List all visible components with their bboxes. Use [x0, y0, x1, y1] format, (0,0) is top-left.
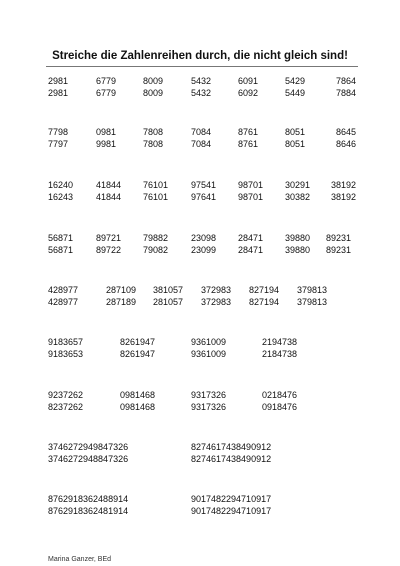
number-cell[interactable]: 9017482294710917	[191, 506, 272, 516]
number-cell[interactable]: 8761	[238, 127, 259, 137]
number-cell[interactable]: 79082	[143, 245, 169, 255]
number-cell[interactable]: 428977	[48, 285, 79, 295]
number-cell[interactable]: 8051	[285, 139, 306, 149]
number-cell[interactable]: 372983	[201, 285, 232, 295]
number-cell[interactable]: 381057	[153, 285, 184, 295]
number-cell[interactable]: 98701	[238, 180, 264, 190]
number-cell[interactable]: 56871	[48, 245, 74, 255]
number-cell[interactable]: 89231	[325, 245, 351, 255]
number-cell[interactable]: 9317326	[191, 390, 227, 400]
number-cell[interactable]: 16240	[48, 180, 74, 190]
number-cell[interactable]: 56871	[48, 233, 74, 243]
number-cell[interactable]: 0981468	[120, 402, 156, 412]
number-cell[interactable]: 41844	[96, 180, 122, 190]
number-cell[interactable]: 23099	[191, 245, 217, 255]
number-cell[interactable]: 7864	[335, 76, 356, 86]
number-cell[interactable]: 30382	[285, 192, 311, 202]
number-cell[interactable]: 7084	[191, 139, 212, 149]
number-cell[interactable]: 89231	[325, 233, 351, 243]
number-cell[interactable]: 8762918362488914	[48, 494, 129, 504]
number-cell[interactable]: 0981468	[120, 390, 156, 400]
number-cell[interactable]: 9183653	[48, 349, 84, 359]
number-cell[interactable]: 39880	[285, 233, 311, 243]
number-cell[interactable]: 5449	[285, 88, 306, 98]
number-cell[interactable]: 89721	[96, 233, 122, 243]
number-cell[interactable]: 3746272948847326	[48, 454, 129, 464]
number-cell[interactable]: 2194738	[262, 337, 298, 347]
number-cell[interactable]: 8645	[335, 127, 356, 137]
number-cell[interactable]: 9361009	[191, 337, 227, 347]
number-cell[interactable]: 0918476	[262, 402, 298, 412]
number-cell[interactable]: 39880	[285, 245, 311, 255]
number-cell[interactable]: 41844	[96, 192, 122, 202]
number-cell[interactable]: 76101	[143, 192, 169, 202]
number-cell[interactable]: 379813	[297, 285, 328, 295]
number-cell[interactable]: 287189	[106, 297, 137, 307]
number-cell[interactable]: 7798	[48, 127, 69, 137]
number-cell[interactable]: 8009	[143, 76, 164, 86]
number-cell[interactable]: 28471	[238, 245, 264, 255]
number-cell[interactable]: 5429	[285, 76, 306, 86]
number-cell[interactable]: 8237262	[48, 402, 84, 412]
worksheet-title: Streiche die Zahlenreihen durch, die nicht gleich sind!	[52, 50, 348, 62]
number-cell[interactable]: 38192	[330, 192, 356, 202]
number-cell[interactable]: 7084	[191, 127, 212, 137]
number-cell[interactable]: 30291	[285, 180, 311, 190]
number-cell[interactable]: 7808	[143, 139, 164, 149]
number-cell[interactable]: 98701	[238, 192, 264, 202]
number-cell[interactable]: 7797	[48, 139, 69, 149]
number-cell[interactable]: 3746272949847326	[48, 442, 129, 452]
number-cell[interactable]: 6779	[96, 76, 117, 86]
number-cell[interactable]: 8009	[143, 88, 164, 98]
number-cell[interactable]: 9361009	[191, 349, 227, 359]
number-cell[interactable]: 281057	[153, 297, 184, 307]
number-cell[interactable]: 28471	[238, 233, 264, 243]
number-cell[interactable]: 6091	[238, 76, 259, 86]
number-cell[interactable]: 5432	[191, 76, 212, 86]
number-cell[interactable]: 79882	[143, 233, 169, 243]
number-cell[interactable]: 38192	[330, 180, 356, 190]
number-cell[interactable]: 0218476	[262, 390, 298, 400]
number-cell[interactable]: 8274617438490912	[191, 454, 272, 464]
number-cell[interactable]: 2184738	[262, 349, 298, 359]
author-footer: Marina Ganzer, BEd	[48, 556, 112, 563]
number-cell[interactable]: 76101	[143, 180, 169, 190]
number-cell[interactable]: 8261947	[120, 337, 156, 347]
number-cell[interactable]: 8051	[285, 127, 306, 137]
number-cell[interactable]: 9017482294710917	[191, 494, 272, 504]
number-cell[interactable]: 379813	[297, 297, 328, 307]
number-cell[interactable]: 2981	[48, 76, 69, 86]
number-cell[interactable]: 428977	[48, 297, 79, 307]
number-cell[interactable]: 7884	[335, 88, 356, 98]
number-cell[interactable]: 9981	[96, 139, 117, 149]
number-cell[interactable]: 827194	[249, 297, 280, 307]
number-cell[interactable]: 9317326	[191, 402, 227, 412]
number-cell[interactable]: 8762918362481914	[48, 506, 129, 516]
number-cell[interactable]: 16243	[48, 192, 74, 202]
number-cell[interactable]: 8646	[335, 139, 356, 149]
number-cell[interactable]: 287109	[106, 285, 137, 295]
number-cell[interactable]: 8761	[238, 139, 259, 149]
number-cell[interactable]: 97641	[191, 192, 217, 202]
number-cell[interactable]: 9183657	[48, 337, 84, 347]
number-cell[interactable]: 372983	[201, 297, 232, 307]
number-cell[interactable]: 5432	[191, 88, 212, 98]
number-cell[interactable]: 827194	[249, 285, 280, 295]
number-cell[interactable]: 6092	[238, 88, 259, 98]
number-cell[interactable]: 0981	[96, 127, 117, 137]
number-cell[interactable]: 9237262	[48, 390, 84, 400]
number-cell[interactable]: 89722	[96, 245, 122, 255]
number-cell[interactable]: 2981	[48, 88, 69, 98]
number-cell[interactable]: 97541	[191, 180, 217, 190]
number-cell[interactable]: 8274617438490912	[191, 442, 272, 452]
number-cell[interactable]: 23098	[191, 233, 217, 243]
number-cell[interactable]: 8261947	[120, 349, 156, 359]
number-cell[interactable]: 7808	[143, 127, 164, 137]
number-cell[interactable]: 6779	[96, 88, 117, 98]
